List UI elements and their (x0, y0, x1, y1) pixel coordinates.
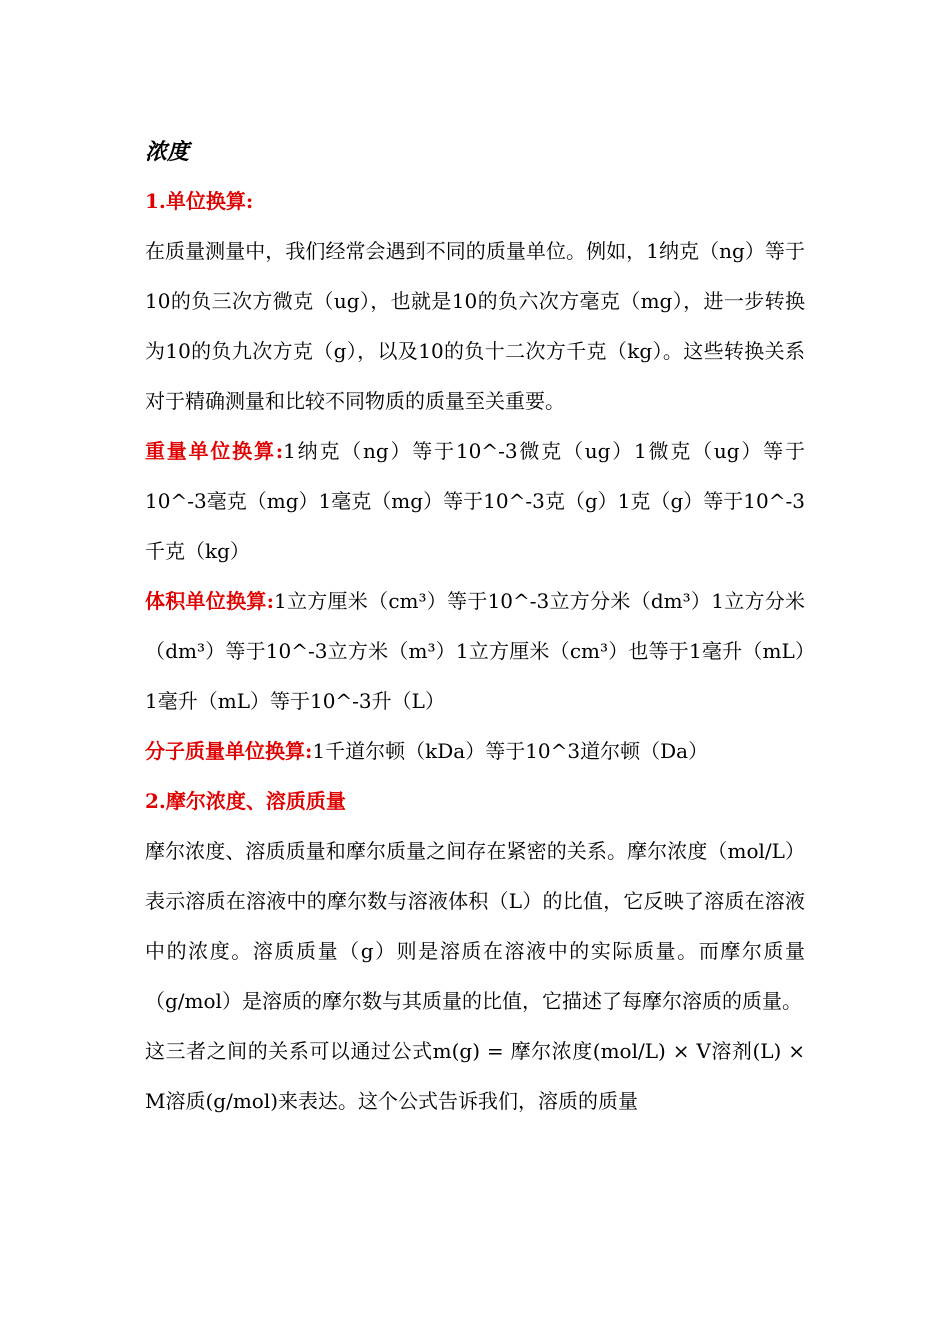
weight-conversion-label: 重量单位换算: (145, 439, 284, 463)
section-2-paragraph-1: 摩尔浓度、溶质质量和摩尔质量之间存在紧密的关系。摩尔浓度（mol/L）表示溶质在溶液中的摩尔数与溶液体积（L）的比值，它反映了溶质在溶液中的浓度。溶质质量（g）则是溶质在溶液中的实际质量。而摩尔质量（g/mol）是溶质的摩尔数与其质量的比值，它描述了每摩尔溶质的质量。 (145, 839, 805, 1013)
molecular-conversion-paragraph (145, 726, 805, 776)
section-2-heading: 2.摩尔浓度、溶质质量 (145, 789, 346, 813)
volume-conversion-label: 体积单位换算: (145, 589, 274, 613)
weight-conversion-paragraph (145, 426, 805, 576)
section-1-intro: 在质量测量中，我们经常会遇到不同的质量单位。例如，1纳克（ng）等于10的负三次方微克（ug），也就是10的负六次方毫克（mg），进一步转换为10的负九次方克（g），以及10的负十二次方千克（kg）。这些转换关系对于精确测量和比较不同物质的质量至关重要。 (145, 239, 805, 413)
volume-conversion-text: 1立方厘米（cm³）等于10^-3立方分米（dm³）1立方分米（dm³）等于10^-3立方米（m³）1立方厘米（cm³）也等于1毫升（mL）1毫升（mL）等于10^-3升（L） (145, 589, 806, 713)
volume-conversion-paragraph (145, 576, 805, 726)
section-1-heading: 1.单位换算: (145, 189, 254, 213)
document-body (145, 128, 805, 1126)
section-2-paragraph-2: 这三者之间的关系可以通过公式m(g) = 摩尔浓度(mol/L) × V溶剂(L) × M溶质(g/mol)来表达。这个公式告诉我们，溶质的质量 (145, 1039, 805, 1113)
doc-title: 浓度 (145, 139, 190, 165)
molecular-conversion-text: 1千道尔顿（kDa）等于10^3道尔顿（Da） (312, 739, 709, 763)
weight-conversion-text: 1纳克（ng）等于10^-3微克（ug）1微克（ug）等于10^-3毫克（mg）1毫克（mg）等于10^-3克（g）1克（g）等于10^-3千克（kg） (145, 439, 805, 563)
molecular-conversion-label: 分子质量单位换算: (145, 739, 313, 763)
